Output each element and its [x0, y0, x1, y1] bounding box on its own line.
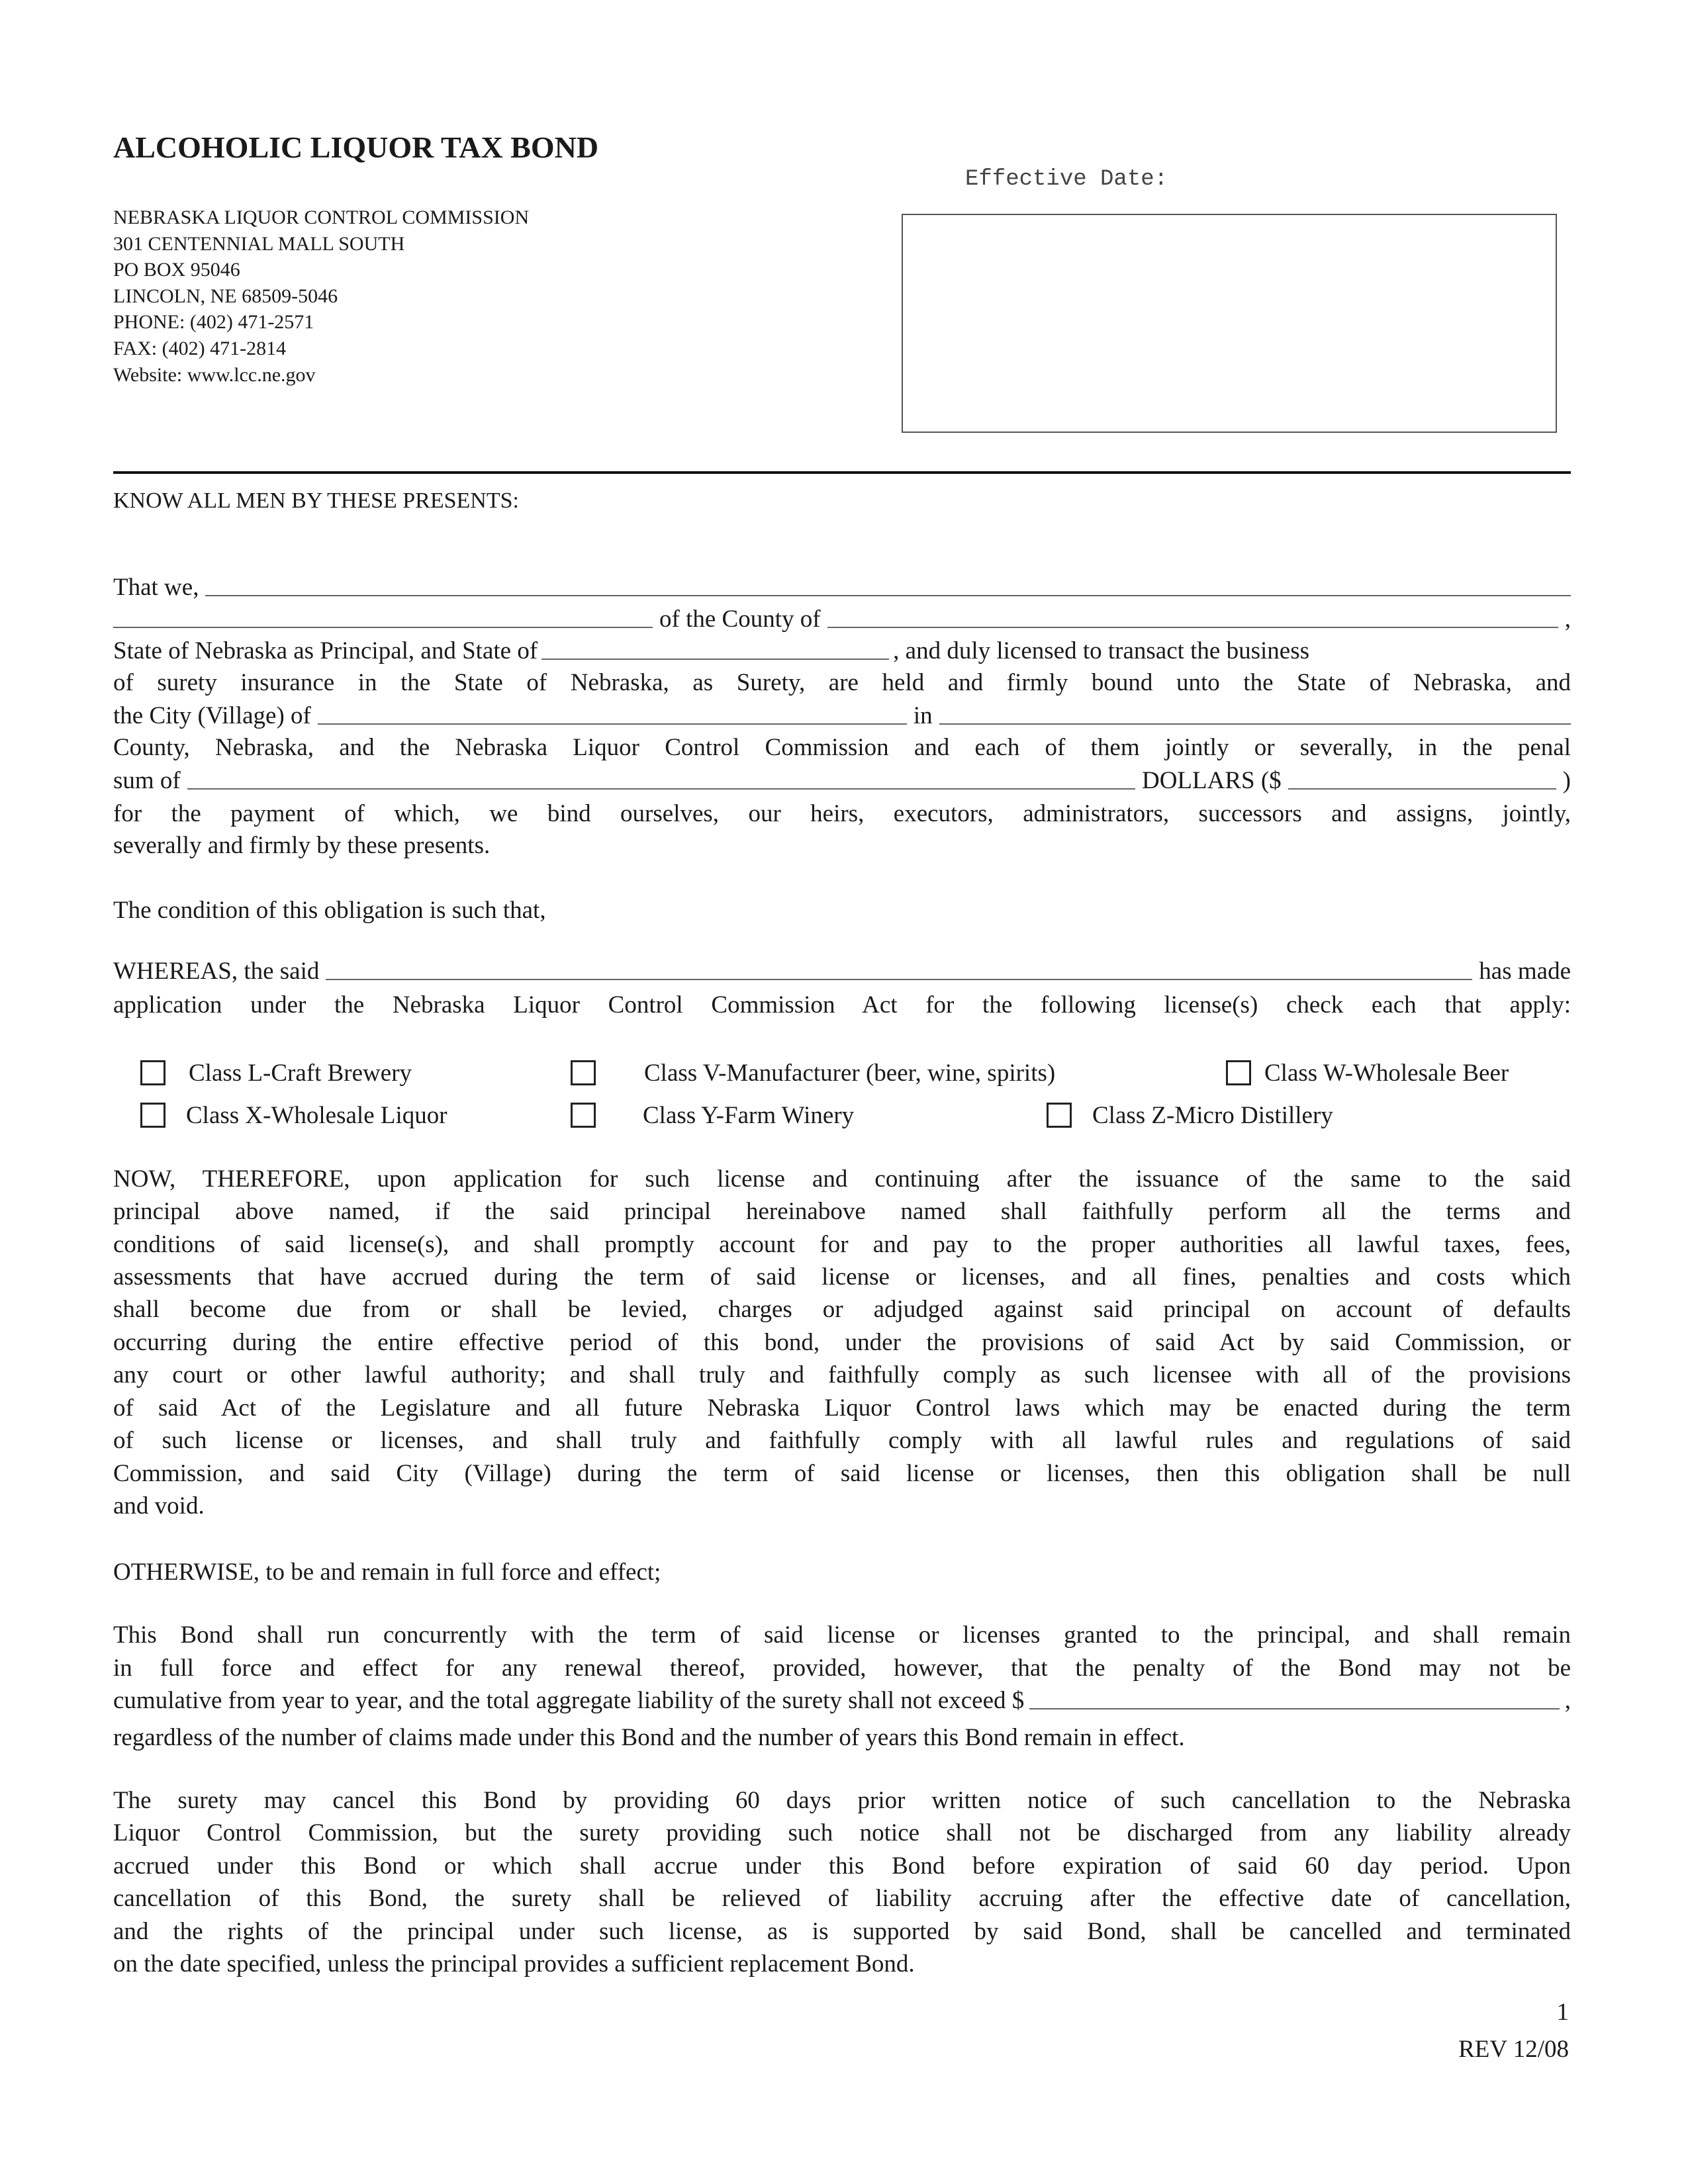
now-therefore-line: occurring during the entire effective period of this bond, under the provisions of said Act by said Commission, or — [113, 1329, 1571, 1356]
cancellation-line: accrued under this Bond or which shall accrue under this Bond before expiration of said 60 day period. Upon — [113, 1852, 1571, 1880]
county-label: of the County of — [659, 606, 821, 633]
penal-sum-amount-field[interactable] — [1288, 766, 1556, 790]
applicant-field[interactable] — [326, 956, 1472, 980]
city-county-field[interactable] — [939, 701, 1571, 725]
concurrent-line: This Bond shall run concurrently with the term of said license or licenses granted to the principal, and shall remain — [113, 1621, 1571, 1649]
now-therefore-line: principal above named, if the said principal hereinabove named shall faithfully perform all the terms and — [113, 1198, 1571, 1225]
aggregate-liability-label: cumulative from year to year, and the total aggregate liability of the surety shall not exceed $ — [113, 1687, 1025, 1714]
now-therefore-line: conditions of said license(s), and shall promptly account for and pay to the proper authorities all lawful taxes, fees, — [113, 1231, 1571, 1258]
effective-date-label: Effective Date: — [965, 167, 1168, 192]
city-field[interactable] — [318, 701, 907, 725]
surety-text: of surety insurance in the State of Nebraska, as Surety, are held and firmly bound unto the State of Nebraska, and — [113, 669, 1571, 696]
agency-city: LINCOLN, NE 68509-5046 — [113, 285, 338, 307]
checkbox-class-x[interactable] — [140, 1103, 165, 1128]
checkbox-class-v[interactable] — [571, 1060, 596, 1085]
surety-state-field[interactable] — [541, 636, 889, 660]
now-therefore-line: of said Act of the Legislature and all future Nebraska Liquor Control laws which may be enacted during the term — [113, 1394, 1571, 1422]
county-field[interactable] — [827, 604, 1558, 628]
penal-sum-line — [113, 764, 1571, 797]
sum-of-label: sum of — [113, 767, 181, 794]
cancellation-line: cancellation of this Bond, the surety shall be relieved of liability accruing after the effective date of cancellation, — [113, 1885, 1571, 1912]
label-class-y: Class Y-Farm Winery — [643, 1102, 855, 1129]
agency-fax: FAX: (402) 471-2814 — [113, 338, 287, 359]
city-label: the City (Village) of — [113, 702, 311, 729]
condition-text: The condition of this obligation is such that, — [113, 897, 546, 924]
principal-name-field[interactable] — [205, 572, 1571, 596]
comma: , — [1564, 1687, 1571, 1714]
dollars-label: DOLLARS ($ — [1141, 767, 1282, 794]
city-line — [113, 700, 1571, 732]
revision-label: REV 12/08 — [1458, 2036, 1569, 2063]
agency-phone: PHONE: (402) 471-2571 — [113, 311, 314, 333]
now-therefore-line: Commission, and said City (Village) during the term of said license or licenses, then this obligation shall be null — [113, 1460, 1571, 1487]
effective-date-box[interactable] — [902, 214, 1557, 433]
label-class-w: Class W-Wholesale Beer — [1264, 1060, 1509, 1087]
label-class-z: Class Z-Micro Distillery — [1092, 1102, 1333, 1129]
checkbox-class-l[interactable] — [140, 1060, 165, 1085]
cancellation-line: Liquor Control Commission, but the surety providing such notice shall not be discharged from any liability already — [113, 1819, 1571, 1846]
surety-state-line — [113, 635, 1571, 667]
now-therefore-line: and void. — [113, 1492, 205, 1520]
now-therefore-line: assessments that have accrued during the term of said license or licenses, and all fines, penalties and costs which — [113, 1263, 1571, 1291]
agency-pobox: PO BOX 95046 — [113, 259, 240, 281]
intro-heading: KNOW ALL MEN BY THESE PRESENTS: — [113, 488, 519, 513]
label-class-x: Class X-Wholesale Liquor — [186, 1102, 447, 1129]
aggregate-liability-line — [113, 1684, 1571, 1717]
in-label: in — [913, 702, 933, 729]
county-line — [113, 603, 1571, 635]
payment-text-end: severally and firmly by these presents. — [113, 832, 491, 859]
state-principal-label: State of Nebraska as Principal, and State of — [113, 637, 538, 664]
comma: , — [1564, 606, 1571, 633]
page-number: 1 — [1556, 1999, 1569, 2026]
cancellation-line: The surety may cancel this Bond by providing 60 days prior written notice of such cancellation to the Nebraska — [113, 1787, 1571, 1814]
checkbox-class-z[interactable] — [1047, 1103, 1072, 1128]
county-text: County, Nebraska, and the Nebraska Liquor Control Commission and each of them jointly or severally, in the penal — [113, 734, 1571, 761]
now-therefore-line: NOW, THEREFORE, upon application for such license and continuing after the issuance of the same to the said — [113, 1165, 1571, 1193]
now-therefore-line: any court or other lawful authority; and shall truly and faithfully comply as such licensee with all of the provisions — [113, 1361, 1571, 1388]
agency-name: NEBRASKA LIQUOR CONTROL COMMISSION — [113, 206, 530, 228]
application-text: application under the Nebraska Liquor Control Commission Act for the following license(s) check each that apply: — [113, 991, 1571, 1019]
now-therefore-line: of such license or licenses, and shall truly and faithfully comply with all lawful rules and regulations of said — [113, 1427, 1571, 1454]
that-we-label: That we, — [113, 574, 199, 601]
penal-sum-words-field[interactable] — [187, 766, 1135, 790]
duly-licensed-label: , and duly licensed to transact the business — [893, 637, 1309, 664]
whereas-label: WHEREAS, the said — [113, 958, 320, 985]
close-paren: ) — [1562, 767, 1571, 794]
now-therefore-line: shall become due from or shall be levied, charges or adjudged against said principal on account of defaults — [113, 1296, 1571, 1323]
payment-text: for the payment of which, we bind ourselves, our heirs, executors, administrators, successors and assigns, jointly, — [113, 800, 1571, 827]
has-made-label: has made — [1479, 958, 1571, 985]
label-class-l: Class L-Craft Brewery — [189, 1060, 412, 1087]
form-title: ALCOHOLIC LIQUOR TAX BOND — [113, 130, 599, 164]
otherwise-text: OTHERWISE, to be and remain in full force and effect; — [113, 1559, 661, 1586]
cancellation-line: on the date specified, unless the principal provides a sufficient replacement Bond. — [113, 1950, 915, 1978]
agency-website: Website: www.lcc.ne.gov — [113, 364, 316, 386]
aggregate-liability-field[interactable] — [1029, 1686, 1559, 1709]
section-divider — [113, 471, 1571, 474]
label-class-v: Class V-Manufacturer (beer, wine, spirits) — [644, 1060, 1056, 1087]
concurrent-line: regardless of the number of claims made under this Bond and the number of years this Bond remain in effect. — [113, 1724, 1185, 1751]
checkbox-class-w[interactable] — [1226, 1060, 1251, 1085]
agency-street: 301 CENTENNIAL MALL SOUTH — [113, 233, 405, 255]
principal-line — [113, 571, 1571, 604]
whereas-line — [113, 955, 1571, 987]
principal-name-field-cont[interactable] — [113, 604, 653, 628]
concurrent-line: in full force and effect for any renewal thereof, provided, however, that the penalty of the Bond may not be — [113, 1655, 1571, 1682]
checkbox-class-y[interactable] — [571, 1103, 596, 1128]
cancellation-line: and the rights of the principal under such license, as is supported by said Bond, shall be cancelled and terminated — [113, 1918, 1571, 1945]
